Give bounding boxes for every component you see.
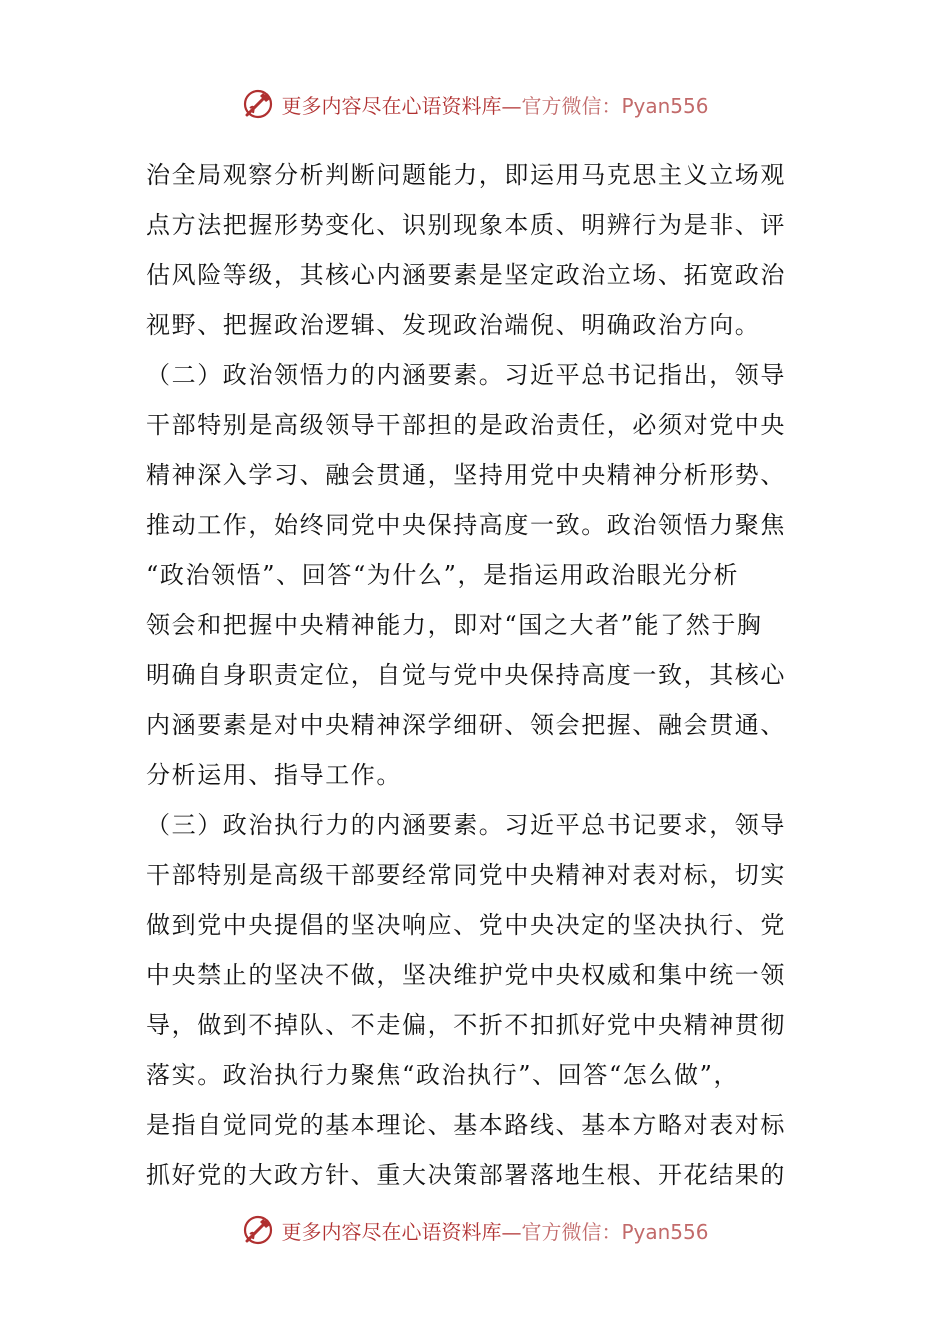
text-line: 做到党中央提倡的坚决响应、党中央决定的坚决执行、党 — [146, 911, 786, 939]
pen-logo-icon — [241, 1213, 275, 1247]
text-line: 分析运用、指导工作。 — [146, 761, 402, 789]
text-line: 明确自身职责定位，自觉与党中央保持高度一致，其核心 — [146, 661, 786, 689]
text-line: （三）政治执行力的内涵要素。习近平总书记要求，领导 — [146, 811, 786, 839]
header-banner — [0, 84, 950, 124]
footer-banner-text — [281, 1216, 708, 1245]
footer-banner — [0, 1210, 950, 1250]
header-banner-content — [241, 87, 708, 121]
footer-site-text: 更多内容尽在心语资料库— — [281, 1219, 522, 1244]
header-wechat-text: 官方微信：Pyan556 — [521, 93, 709, 118]
text-line: （二）政治领悟力的内涵要素。习近平总书记指出，领导 — [146, 361, 786, 389]
text-line: 干部特别是高级领导干部担的是政治责任，必须对党中央 — [146, 411, 786, 439]
text-line: 估风险等级，其核心内涵要素是坚定政治立场、拓宽政治 — [146, 261, 786, 289]
text-line: 落实。政治执行力聚焦“政治执行”、回答“怎么做”， — [146, 1061, 740, 1089]
text-line: 领会和把握中央精神能力，即对“国之大者”能了然于胸 — [146, 611, 763, 639]
text-line: 内涵要素是对中央精神深学细研、领会把握、融会贯通、 — [146, 711, 786, 739]
text-line: 推动工作，始终同党中央保持高度一致。政治领悟力聚焦 — [146, 511, 786, 539]
text-line: 抓好党的大政方针、重大决策部署落地生根、开花结果的 — [146, 1161, 786, 1189]
text-line: 治全局观察分析判断问题能力，即运用马克思主义立场观 — [146, 161, 786, 189]
text-line: 干部特别是高级干部要经常同党中央精神对表对标，切实 — [146, 861, 786, 889]
header-site-text: 更多内容尽在心语资料库— — [281, 93, 522, 118]
text-line: 视野、把握政治逻辑、发现政治端倪、明确政治方向。 — [146, 311, 761, 339]
pen-logo-icon — [241, 87, 275, 121]
text-line: 精神深入学习、融会贯通，坚持用党中央精神分析形势、 — [146, 461, 786, 489]
footer-banner-content — [241, 1213, 708, 1247]
text-line: 导，做到不掉队、不走偏，不折不扣抓好党中央精神贯彻 — [146, 1011, 786, 1039]
text-line: 是指自觉同党的基本理论、基本路线、基本方略对表对标 — [146, 1111, 786, 1139]
text-line: 中央禁止的坚决不做，坚决维护党中央权威和集中统一领 — [146, 961, 786, 989]
text-line: 点方法把握形势变化、识别现象本质、明辨行为是非、评 — [146, 211, 786, 239]
footer-wechat-text: 官方微信：Pyan556 — [521, 1219, 709, 1244]
document-body — [146, 150, 808, 1200]
text-line: “政治领悟”、回答“为什么”，是指运用政治眼光分析 — [146, 561, 740, 589]
header-banner-text — [281, 90, 708, 119]
